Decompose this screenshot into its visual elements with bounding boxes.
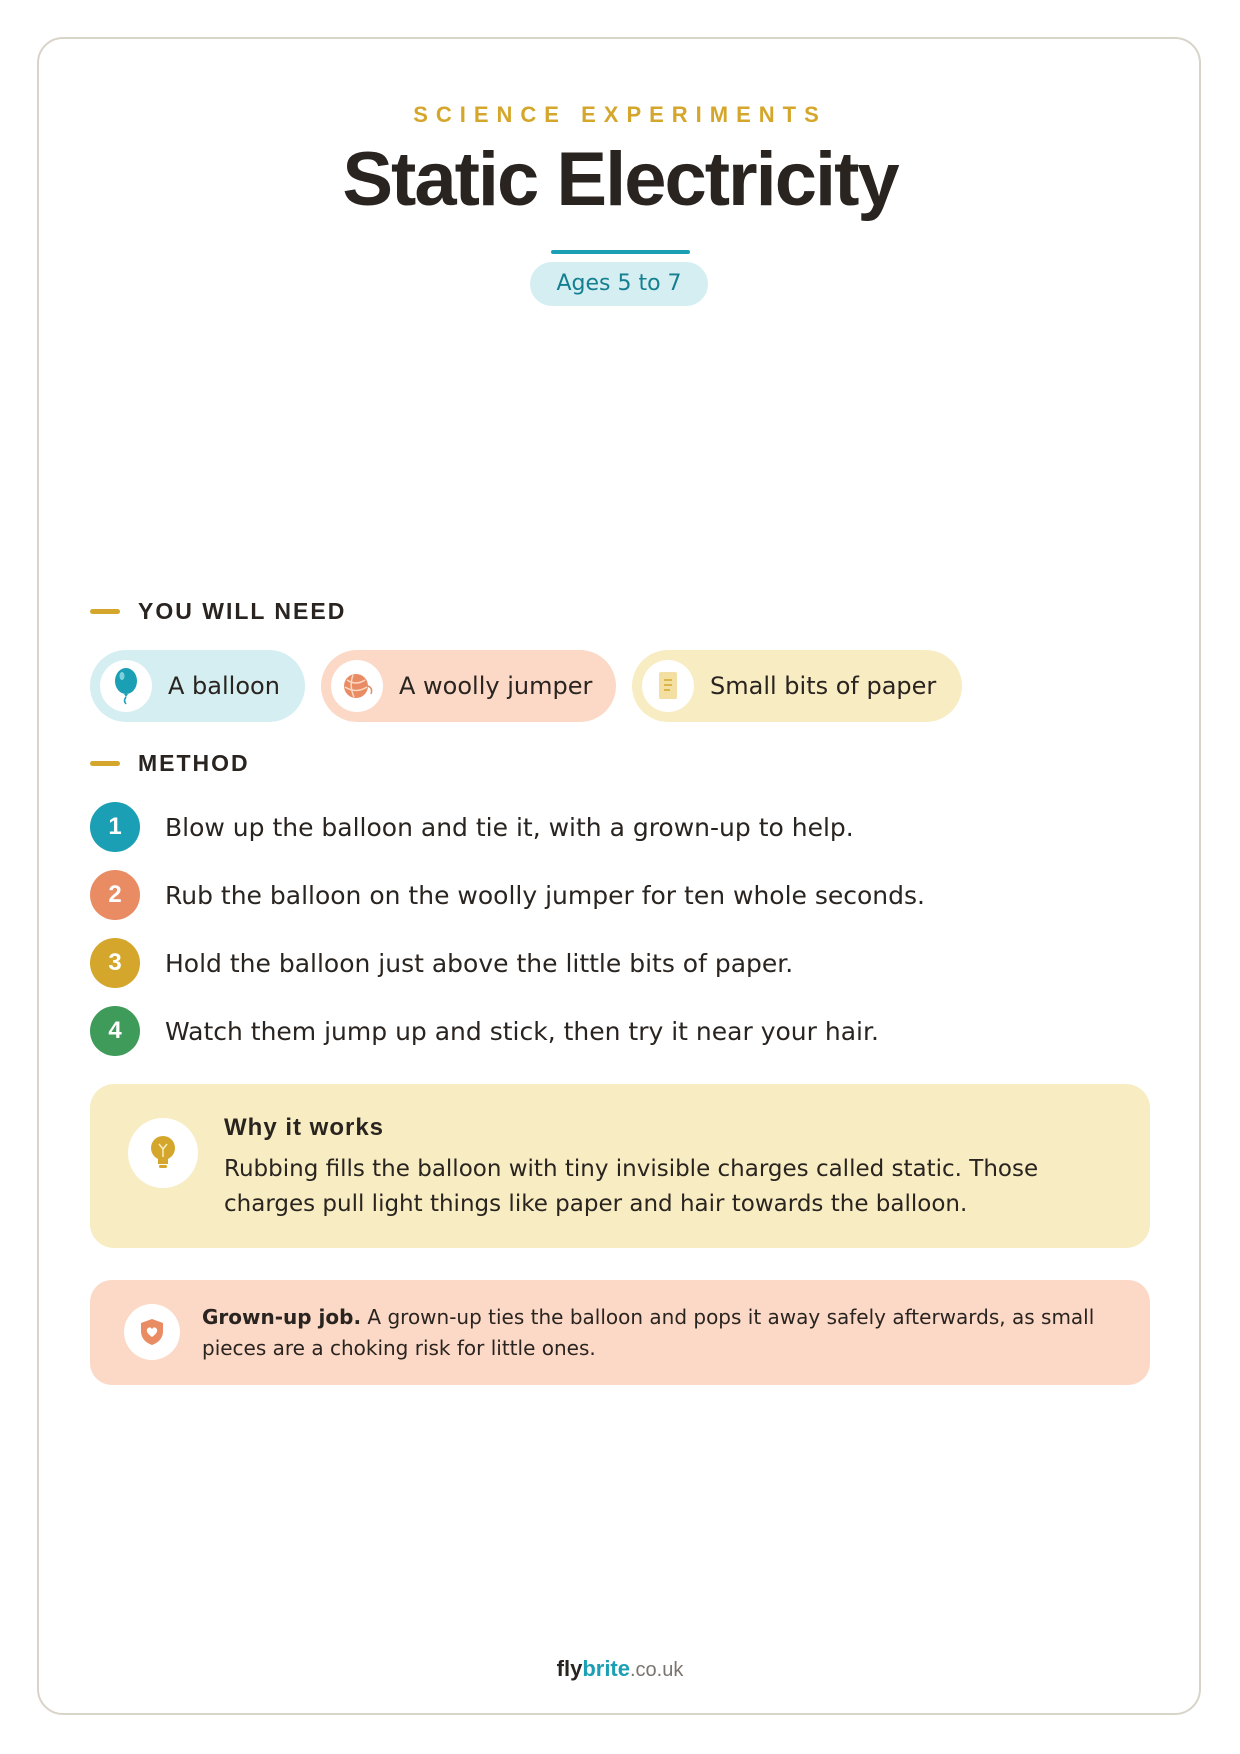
why-body: Rubbing fills the balloon with tiny invisible charges called static. Those charges pull light things like paper and hair towards the balloon. — [224, 1156, 1039, 1217]
brand-brite: brite — [582, 1656, 630, 1681]
step-number: 4 — [90, 1006, 140, 1056]
need-item-label: A balloon — [168, 672, 280, 700]
need-item-paper — [632, 650, 962, 722]
paper-icon — [642, 660, 694, 712]
safety-text — [202, 1302, 1122, 1364]
age-badge: Ages 5 to 7 — [530, 262, 708, 306]
need-item-jumper — [321, 650, 616, 722]
yarn-ball-icon — [331, 660, 383, 712]
shield-heart-icon — [124, 1304, 180, 1360]
need-item-label: Small bits of paper — [710, 672, 937, 700]
why-it-works-box — [90, 1084, 1150, 1248]
step-text: Blow up the balloon and tie it, with a grown-up to help. — [165, 812, 854, 842]
method-step — [90, 938, 793, 988]
step-number: 3 — [90, 938, 140, 988]
safety-lead: Grown-up job. — [202, 1305, 362, 1329]
step-text: Rub the balloon on the woolly jumper for ten whole seconds. — [165, 880, 925, 910]
method-step — [90, 802, 854, 852]
step-text: Watch them jump up and stick, then try it near your hair. — [165, 1016, 879, 1046]
heading-accent-bar — [90, 609, 120, 614]
step-text: Hold the balloon just above the little bits of paper. — [165, 948, 794, 978]
need-item-balloon — [90, 650, 305, 722]
method-heading-label: METHOD — [138, 750, 250, 776]
safety-note-box — [90, 1280, 1150, 1385]
needs-heading-label: YOU WILL NEED — [138, 598, 347, 624]
method-step — [90, 870, 925, 920]
method-section-heading — [90, 750, 250, 777]
safety-body: A grown-up ties the balloon and pops it away safely afterwards, as small pieces are a choking risk for little ones. — [202, 1305, 1095, 1360]
balloon-icon — [100, 660, 152, 712]
page-title: Static Electricity — [342, 137, 898, 222]
brand-domain: .co.uk — [630, 1659, 684, 1681]
heading-accent-bar — [90, 761, 120, 766]
footer-brand — [0, 1656, 1240, 1682]
need-item-label: A woolly jumper — [399, 672, 593, 700]
why-heading: Why it works — [224, 1114, 385, 1141]
brand-fly: fly — [556, 1656, 583, 1681]
page-kicker: SCIENCE EXPERIMENTS — [413, 102, 827, 127]
step-number: 2 — [90, 870, 140, 920]
method-step — [90, 1006, 879, 1056]
lightbulb-icon — [128, 1118, 198, 1188]
title-underline — [551, 250, 690, 254]
needs-section-heading — [90, 598, 346, 625]
step-number: 1 — [90, 802, 140, 852]
